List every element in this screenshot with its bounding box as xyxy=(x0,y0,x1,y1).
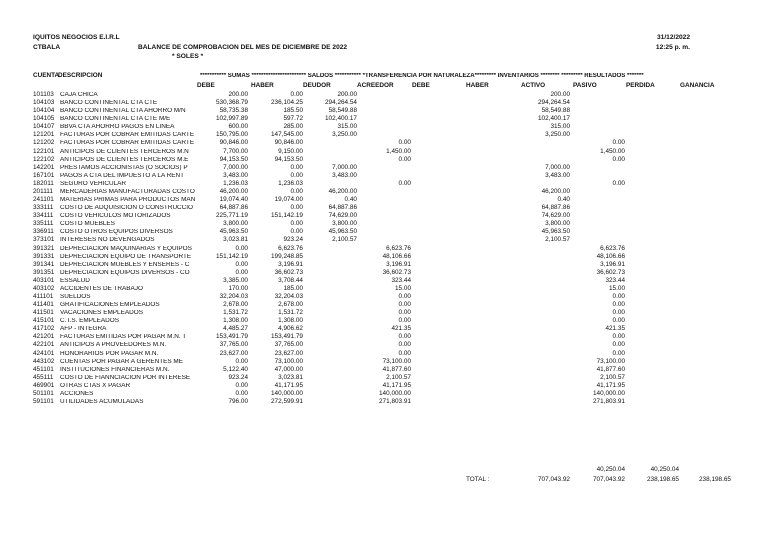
cell-desc: ACCIONES xyxy=(60,390,94,397)
cell-code: 422101 xyxy=(33,341,55,349)
cell-desc: MATERIAS PRIMAS PARA PRODUCTOS MAN xyxy=(60,197,196,204)
cell-pasivo: 6,623.76 xyxy=(600,244,625,252)
cell-pasivo: 323.44 xyxy=(605,276,625,284)
cell-debe: 796.00 xyxy=(228,398,248,406)
cell-pasivo: 36,602.73 xyxy=(596,268,625,276)
cell-desc: COSTO OTROS EQUIPOS DIVERSOS xyxy=(60,229,173,236)
cell-debe: 5,122.40 xyxy=(223,365,248,373)
cell-haber: 236,104.25 xyxy=(271,99,303,107)
cell-pasivo: 421.35 xyxy=(605,325,625,333)
table-row xyxy=(0,254,768,262)
table-row xyxy=(0,197,768,205)
cell-code: 421201 xyxy=(33,333,55,341)
cell-acreedor: 0.00 xyxy=(398,349,411,357)
cell-desc: CUENTAS POR PAGAR A GERENTES ME xyxy=(60,358,183,365)
cell-haber: 0.00 xyxy=(290,91,303,98)
report-date: 31/12/2022 xyxy=(656,34,690,41)
cell-deudor: 315.00 xyxy=(337,123,357,131)
cell-code: 104104 xyxy=(33,107,55,115)
cell-pasivo: 0.00 xyxy=(612,179,625,187)
cell-code: 391331 xyxy=(33,252,55,260)
cell-code: 501101 xyxy=(33,389,54,397)
cell-pasivo: 140,000.00 xyxy=(593,389,625,397)
cell-desc: PAGOS A CTA DEL IMPUESTO A LA RENT xyxy=(60,172,185,179)
cell-haber: 1,236.03 xyxy=(278,179,303,187)
cell-pasivo: 0.00 xyxy=(612,155,625,163)
table-row xyxy=(0,237,768,245)
table-row xyxy=(0,92,768,100)
col-transfer-debe: DEBE xyxy=(412,82,430,89)
cell-desc: AFP - INTEGRA xyxy=(60,326,107,333)
cell-desc: INTERESES NO DEVENGADOS xyxy=(60,237,155,244)
cell-haber: 597.72 xyxy=(283,115,303,123)
table-row xyxy=(0,149,768,157)
cell-desc: ANTICIPOS DE CLIENTES TERCEROS M.E xyxy=(60,156,189,163)
cell-code: 333111 xyxy=(33,204,54,212)
cell-code: 334111 xyxy=(33,212,54,220)
cell-acreedor: 0.00 xyxy=(398,317,411,325)
cell-pasivo: 0.00 xyxy=(612,349,625,357)
cell-haber: 3,023.81 xyxy=(278,373,303,381)
cell-haber: 90,846.00 xyxy=(274,139,303,147)
total-ganancia: 238,198.65 xyxy=(699,476,731,483)
cell-haber: 47,000.00 xyxy=(274,365,303,373)
cell-debe: 170.00 xyxy=(228,284,248,292)
cell-haber: 0.00 xyxy=(290,228,303,236)
cell-activo: 0.40 xyxy=(557,196,570,204)
cell-desc: BANCO CONTINENTAL CTA CTE xyxy=(60,100,158,107)
cell-debe: 530,368.79 xyxy=(216,99,248,107)
cell-pasivo: 73,100.00 xyxy=(596,357,625,365)
cell-desc: OTRAS CTAS X PAGAR xyxy=(60,382,131,389)
cell-haber: 153,491.79 xyxy=(271,333,303,341)
cell-haber: 0.00 xyxy=(290,204,303,212)
cell-desc: DEPRECIACION MAQUINARIAS Y EQUIPOS xyxy=(60,245,192,252)
cell-deudor: 46,200.00 xyxy=(328,187,357,195)
cell-code: 455111 xyxy=(33,373,54,381)
cell-acreedor: 0.00 xyxy=(398,293,411,300)
cell-desc: DEPRECIACION MUEBLES Y ENSERES - C xyxy=(60,261,190,268)
cell-debe: 1,236.03 xyxy=(223,179,248,187)
cell-activo: 2,100.57 xyxy=(545,236,570,244)
cell-acreedor: 1,450.00 xyxy=(386,147,411,155)
cell-debe: 0.00 xyxy=(235,389,248,397)
cell-pasivo: 3,196.91 xyxy=(600,260,625,268)
cell-desc: DEPRECIACION EQUIPO DE TRANSPORTE xyxy=(60,253,192,260)
col-acreedor: ACREEDOR xyxy=(357,82,394,89)
cell-desc: BBVA CTA AHORRO PAGOS EN LINEA xyxy=(60,124,175,131)
cell-haber: 36,602.73 xyxy=(274,268,303,276)
cell-desc: C.T.S. EMPLEADOS xyxy=(60,318,119,325)
cell-acreedor: 0.00 xyxy=(398,155,411,163)
cell-acreedor: 271,803.91 xyxy=(379,398,411,406)
cell-activo: 64,887.86 xyxy=(541,204,570,212)
cell-pasivo: 1,450.00 xyxy=(600,147,625,155)
cell-debe: 58,735.38 xyxy=(219,107,248,115)
cell-debe: 3,023.81 xyxy=(223,236,248,244)
column-group-line: *********** SUMAS *********************** SALDOS *********** *TRANSFERENCIA POR NATURALEZA********* INVENTARIOS ******** ********* RESULTADOS ******* xyxy=(200,73,644,79)
table-row xyxy=(0,318,768,326)
cell-desc: COSTO DE FIANNCIACION POR INTERESE xyxy=(60,374,191,381)
table-row xyxy=(0,326,768,334)
table-row xyxy=(0,132,768,140)
cell-debe: 3,385.00 xyxy=(223,276,248,284)
cell-debe: 46,200.00 xyxy=(219,187,248,195)
cell-code: 591101 xyxy=(33,398,54,406)
cell-haber: 185.50 xyxy=(283,107,303,115)
cell-code: 122102 xyxy=(33,155,55,163)
cell-code: 182011 xyxy=(33,179,54,187)
cell-haber: 19,074.00 xyxy=(274,196,303,204)
table-row xyxy=(0,399,768,407)
table-row xyxy=(0,116,768,124)
table-row xyxy=(0,342,768,350)
table-row xyxy=(0,205,768,213)
table-row xyxy=(0,286,768,294)
cell-pasivo: 2,100.57 xyxy=(600,373,625,381)
cell-code: 391341 xyxy=(33,260,55,268)
cell-acreedor: 36,602.73 xyxy=(382,268,411,276)
col-cuenta: CUENTA xyxy=(33,72,60,79)
table-row xyxy=(0,140,768,148)
cell-activo: 102,400.17 xyxy=(538,115,570,123)
cell-desc: HONORARIOS POR PAGAR M.N. xyxy=(60,350,159,357)
cell-debe: 0.00 xyxy=(235,260,248,268)
table-row xyxy=(0,310,768,318)
cell-acreedor: 2,100.57 xyxy=(386,373,411,381)
cell-code: 391321 xyxy=(33,244,55,252)
cell-activo: 294,264.54 xyxy=(538,99,570,107)
total-pasivo: 238,198.65 xyxy=(647,476,679,483)
cell-desc: BANCO CONTINENTAL CTA CTE M/E xyxy=(60,116,171,123)
cell-deudor: 2,100.57 xyxy=(332,236,357,244)
cell-activo: 3,250.00 xyxy=(545,131,570,139)
cell-pasivo: 41,171.95 xyxy=(596,381,625,389)
cell-code: 335111 xyxy=(33,220,54,228)
cell-pasivo: 0.00 xyxy=(612,309,625,317)
cell-code: 411501 xyxy=(33,309,54,317)
cell-acreedor: 323.44 xyxy=(391,276,411,284)
cell-acreedor: 15.00 xyxy=(395,284,411,292)
cell-debe: 0.00 xyxy=(235,357,248,365)
company-name: IQUITOS NEGOCIOS E.I.R.L xyxy=(33,34,120,41)
cell-acreedor: 6,623.76 xyxy=(386,244,411,252)
cell-desc: COSTO MUEBLES xyxy=(60,221,115,228)
cell-code: 411101 xyxy=(33,293,54,300)
cell-code: 451101 xyxy=(33,365,54,373)
cell-deudor: 74,629.00 xyxy=(328,212,357,220)
cell-activo: 46,200.00 xyxy=(541,187,570,195)
col-debe: DEBE xyxy=(197,82,215,89)
cell-pasivo: 0.00 xyxy=(612,333,625,341)
cell-haber: 140,000.00 xyxy=(271,389,303,397)
cell-haber: 923.24 xyxy=(283,236,303,244)
cell-pasivo: 41,877.60 xyxy=(596,365,625,373)
cell-code: 167101 xyxy=(33,171,55,179)
cell-pasivo: 0.00 xyxy=(612,317,625,325)
cell-haber: 0.00 xyxy=(290,220,303,228)
cell-debe: 64,887.86 xyxy=(219,204,248,212)
cell-pasivo: 15.00 xyxy=(609,284,625,292)
cell-activo: 200.00 xyxy=(550,91,570,98)
table-row xyxy=(0,189,768,197)
cell-acreedor: 41,171.95 xyxy=(382,381,411,389)
col-haber: HABER xyxy=(251,82,274,89)
table-row xyxy=(0,270,768,278)
cell-desc: PRESTAMOS ACCIONISTAS (O SOCIOS) P xyxy=(60,164,188,171)
cell-haber: 41,171.95 xyxy=(274,381,303,389)
table-row xyxy=(0,124,768,132)
table-row xyxy=(0,302,768,310)
cell-deudor: 3,250.00 xyxy=(332,131,357,139)
cell-desc: GRATIFICACIONES EMPLEADOS xyxy=(60,302,160,309)
cell-code: 411401 xyxy=(33,301,54,309)
cell-debe: 1,531.72 xyxy=(223,309,248,317)
cell-code: 373101 xyxy=(33,236,55,244)
cell-desc: FACTURAS POR COBRAR EMITIDAS CARTE xyxy=(60,132,195,139)
table-row xyxy=(0,213,768,221)
table-row xyxy=(0,294,768,302)
report-code: CTBALA xyxy=(33,44,61,51)
cell-debe: 4,485.27 xyxy=(223,325,248,333)
cell-pasivo: 0.00 xyxy=(612,341,625,349)
cell-haber: 0.00 xyxy=(290,171,303,179)
cell-acreedor: 0.00 xyxy=(398,139,411,147)
cell-deudor: 45,963.50 xyxy=(328,228,357,236)
cell-desc: FACTURAS EMITIDAS POR PAGAR M.N. T xyxy=(60,334,187,341)
cell-code: 403101 xyxy=(33,276,55,284)
cell-debe: 3,483.00 xyxy=(223,171,248,179)
cell-acreedor: 0.00 xyxy=(398,309,411,317)
table-row xyxy=(0,229,768,237)
cell-activo: 3,483.00 xyxy=(545,171,570,179)
cell-acreedor: 73,100.00 xyxy=(382,357,411,365)
cell-code: 201111 xyxy=(33,187,53,195)
table-row xyxy=(0,278,768,286)
cell-haber: 2,678.00 xyxy=(278,301,303,309)
cell-code: 443102 xyxy=(33,357,55,365)
table-row xyxy=(0,221,768,229)
cell-deudor: 102,400.17 xyxy=(325,115,357,123)
cell-desc: COSTO DE ADQUISICION O CONSTRUCCIO xyxy=(60,205,194,212)
cell-acreedor: 0.00 xyxy=(398,301,411,309)
cell-debe: 600.00 xyxy=(228,123,248,131)
cell-debe: 0.00 xyxy=(235,244,248,252)
cell-desc: UTILIDADES ACUMULADAS xyxy=(60,399,144,406)
col-descripcion: DESCRIPCION xyxy=(58,72,103,79)
cell-desc: FACTURAS POR COBRAR EMITIDAS CARTE xyxy=(60,140,195,147)
cell-haber: 147,545.00 xyxy=(271,131,303,139)
cell-code: 104103 xyxy=(33,99,55,107)
cell-haber: 3,196.91 xyxy=(278,260,303,268)
cell-desc: SEGURO VEHICULAR xyxy=(60,180,127,187)
cell-activo: 74,629.00 xyxy=(541,212,570,220)
total-label: TOTAL : xyxy=(466,476,490,483)
cell-debe: 151,142.19 xyxy=(216,252,248,260)
cell-deudor: 7,000.00 xyxy=(332,163,357,171)
cell-deudor: 58,549.88 xyxy=(328,107,357,115)
table-row xyxy=(0,157,768,165)
cell-activo: 45,963.50 xyxy=(541,228,570,236)
cell-debe: 7,000.00 xyxy=(223,163,248,171)
cell-desc: CAJA CHICA xyxy=(60,92,98,98)
cell-activo: 58,549.88 xyxy=(541,107,570,115)
table-row xyxy=(0,173,768,181)
cell-debe: 32,204.03 xyxy=(219,293,248,300)
table-row xyxy=(0,334,768,342)
table-row xyxy=(0,100,768,108)
cell-desc: VACACIONES EMPLEADOS xyxy=(60,310,143,317)
cell-debe: 2,678.00 xyxy=(223,301,248,309)
cell-deudor: 294,264.54 xyxy=(325,99,357,107)
cell-desc: BANCO CONTINENTAL CTA AHORRO M/N xyxy=(60,108,186,115)
cell-acreedor: 3,196.91 xyxy=(386,260,411,268)
cell-acreedor: 0.00 xyxy=(398,341,411,349)
cell-haber: 6,623.76 xyxy=(278,244,303,252)
cell-code: 469901 xyxy=(33,381,55,389)
cell-debe: 90,846.00 xyxy=(219,139,248,147)
cell-debe: 200.00 xyxy=(228,91,248,98)
cell-debe: 37,765.00 xyxy=(219,341,248,349)
cell-acreedor: 0.00 xyxy=(398,179,411,187)
cell-haber: 285.00 xyxy=(283,123,303,131)
cell-pasivo: 0.00 xyxy=(612,293,625,300)
cell-debe: 23,627.00 xyxy=(219,349,248,357)
cell-deudor: 0.40 xyxy=(344,196,357,204)
cell-desc: DEPRECIACION EQUIPOS DIVERSOS - CO xyxy=(60,269,190,276)
col-pasivo: PASIVO xyxy=(573,82,597,89)
report-time: 12:25 p. m. xyxy=(655,44,690,51)
cell-desc: MERCADERIAS MANUFACTURADAS COSTO xyxy=(60,188,195,195)
cell-code: 336911 xyxy=(33,228,54,236)
cell-debe: 0.00 xyxy=(235,381,248,389)
col-perdida: PERDIDA xyxy=(626,82,655,89)
cell-haber: 37,765.00 xyxy=(274,341,303,349)
cell-code: 415101 xyxy=(33,317,55,325)
col-ganancia: GANANCIA xyxy=(680,82,715,89)
table-row xyxy=(0,165,768,173)
cell-haber: 199,248.85 xyxy=(271,252,303,260)
cell-acreedor: 0.00 xyxy=(398,333,411,341)
cell-debe: 94,153.50 xyxy=(219,155,248,163)
cell-code: 417102 xyxy=(33,325,55,333)
cell-code: 122101 xyxy=(33,147,55,155)
col-transfer-haber: HABER xyxy=(466,82,489,89)
cell-haber: 9,150.00 xyxy=(278,147,303,155)
cell-acreedor: 48,106.66 xyxy=(382,252,411,260)
cell-acreedor: 41,877.60 xyxy=(382,365,411,373)
cell-activo: 3,800.00 xyxy=(545,220,570,228)
cell-haber: 73,100.00 xyxy=(274,357,303,365)
total-activo: 707,043.92 xyxy=(593,476,625,483)
cell-code: 241101 xyxy=(33,196,54,204)
cell-code: 121202 xyxy=(33,139,55,147)
cell-pasivo: 271,803.91 xyxy=(593,398,625,406)
cell-debe: 7,700.00 xyxy=(223,147,248,155)
cell-debe: 1,308.00 xyxy=(223,317,248,325)
cell-deudor: 200.00 xyxy=(337,91,357,98)
cell-haber: 1,308.00 xyxy=(278,317,303,325)
table-row xyxy=(0,181,768,189)
cell-activo: 7,000.00 xyxy=(545,163,570,171)
total-transfer-haber: 707,043.92 xyxy=(538,476,570,483)
cell-deudor: 3,483.00 xyxy=(332,171,357,179)
cell-code: 403102 xyxy=(33,284,55,292)
result-activo: 40,250.04 xyxy=(596,466,625,473)
cell-debe: 45,963.50 xyxy=(219,228,248,236)
cell-haber: 0.00 xyxy=(290,163,303,171)
cell-activo: 315.00 xyxy=(550,123,570,131)
cell-pasivo: 0.00 xyxy=(612,301,625,309)
cell-code: 104105 xyxy=(33,115,55,123)
report-currency: * SOLES * xyxy=(172,53,204,60)
cell-desc: INSTITUCIONES FINANCIERAS M.N. xyxy=(60,366,170,373)
cell-acreedor: 140,000.00 xyxy=(379,389,411,397)
cell-code: 424101 xyxy=(33,349,55,357)
cell-code: 104107 xyxy=(33,123,55,131)
report-title: BALANCE DE COMPROBACION DEL MES DE DICIEMBRE DE 2022 xyxy=(138,44,348,51)
table-row xyxy=(0,108,768,116)
cell-haber: 3,708.44 xyxy=(278,276,303,284)
cell-desc: COSTO VEHICULOS MOTORIZADOS xyxy=(60,213,171,220)
cell-haber: 32,204.03 xyxy=(274,293,303,300)
cell-haber: 185.00 xyxy=(283,284,303,292)
cell-deudor: 3,800.00 xyxy=(332,220,357,228)
cell-desc: ACCIDENTES DE TRABAJO xyxy=(60,285,143,292)
cell-code: 101103 xyxy=(33,91,54,98)
cell-pasivo: 48,106.66 xyxy=(596,252,625,260)
cell-haber: 94,153.50 xyxy=(274,155,303,163)
cell-code: 121201 xyxy=(33,131,55,139)
cell-desc: SUELDOS xyxy=(60,294,91,300)
cell-debe: 19,074.40 xyxy=(219,196,248,204)
cell-haber: 272,599.91 xyxy=(271,398,303,406)
result-pasivo: 40,250.04 xyxy=(650,466,679,473)
cell-haber: 23,627.00 xyxy=(274,349,303,357)
cell-desc: ANTICIPOS DE CLIENTES TERCEROS M.N xyxy=(60,148,189,155)
cell-haber: 1,531.72 xyxy=(278,309,303,317)
table-row xyxy=(0,367,768,375)
col-deudor: DEUDOR xyxy=(303,82,331,89)
cell-code: 142201 xyxy=(33,163,55,171)
cell-pasivo: 0.00 xyxy=(612,139,625,147)
col-activo: ACTIVO xyxy=(521,82,546,89)
cell-debe: 153,491.79 xyxy=(216,333,248,341)
cell-code: 391351 xyxy=(33,268,55,276)
cell-debe: 3,800.00 xyxy=(223,220,248,228)
cell-debe: 923.24 xyxy=(228,373,248,381)
cell-haber: 151,142.19 xyxy=(271,212,303,220)
cell-desc: ESSALUD xyxy=(60,277,90,284)
cell-debe: 225,771.19 xyxy=(216,212,248,220)
cell-debe: 0.00 xyxy=(235,268,248,276)
cell-haber: 0.00 xyxy=(290,187,303,195)
cell-acreedor: 421.35 xyxy=(391,325,411,333)
cell-haber: 4,906.62 xyxy=(278,325,303,333)
cell-deudor: 64,887.86 xyxy=(328,204,357,212)
cell-debe: 150,795.00 xyxy=(216,131,248,139)
cell-desc: ANTICIPOS A PROVEEDORES M.N. xyxy=(60,342,167,349)
cell-debe: 102,997.89 xyxy=(216,115,248,123)
